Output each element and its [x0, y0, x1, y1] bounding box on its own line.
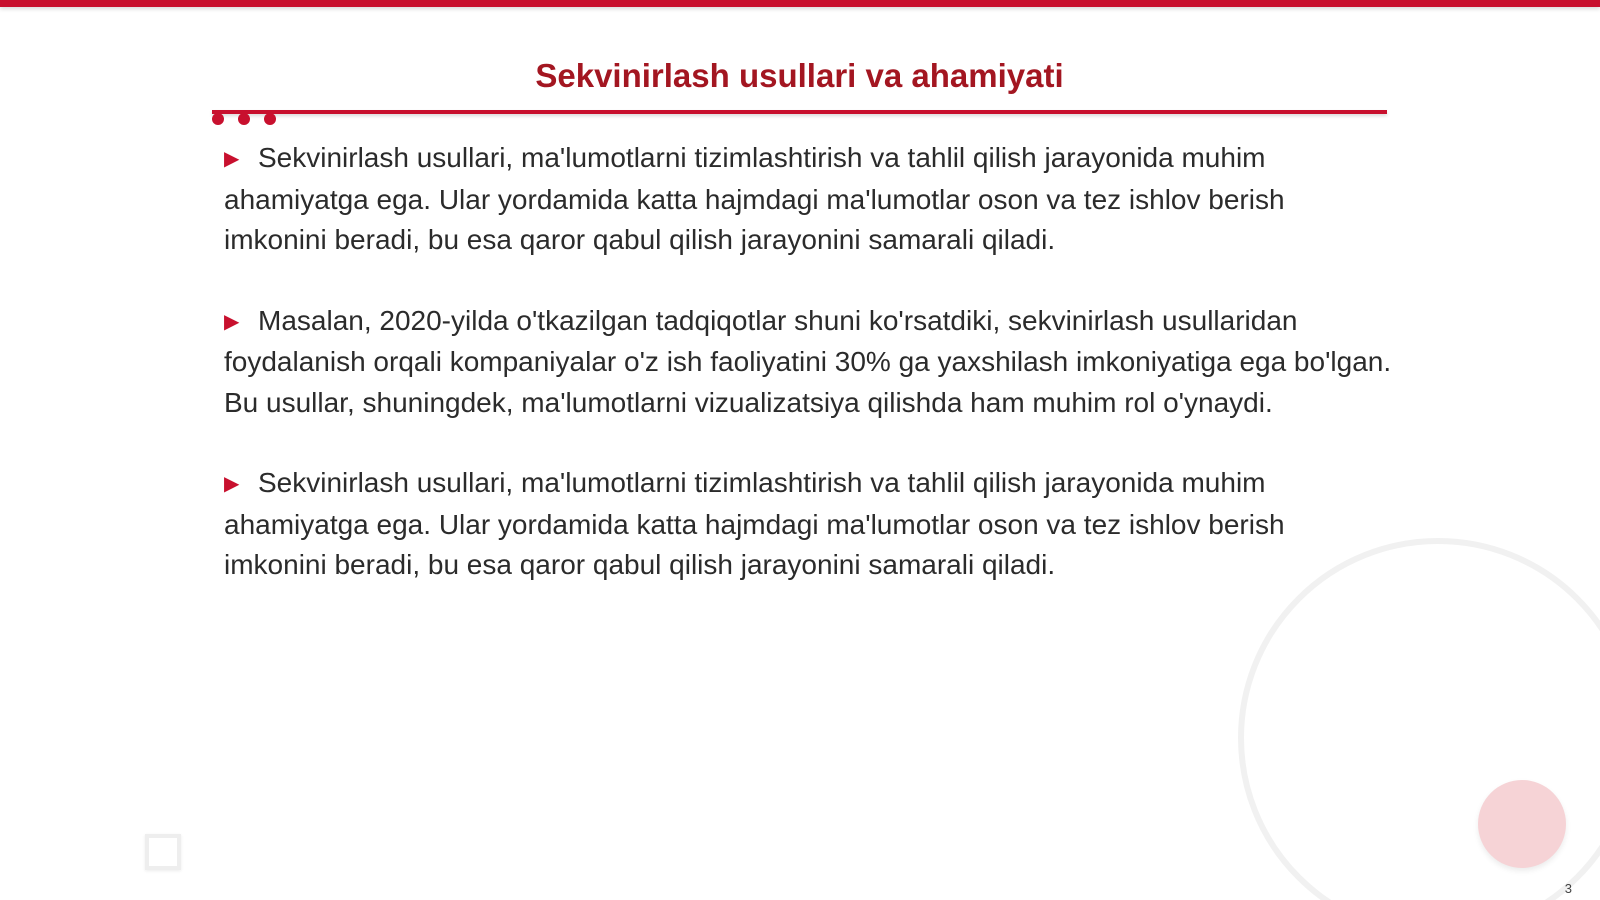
decorative-dot: [264, 113, 276, 125]
bullet-item: [224, 138, 1394, 261]
slide-title: Sekvinirlash usullari va ahamiyati: [535, 57, 1064, 94]
bullet-text: Masalan, 2020-yilda o'tkazilgan tadqiqotlar shuni ko'rsatdiki, sekvinirlash usullaridan foydalanish orqali kompaniyalar o'z ish faoliyatini 30% ga yaxshilash imkoniyatiga ega bo'lgan. Bu usullar, shuningdek, ma'lumotlarni vizualizatsiya qilishda ham muhim rol o'ynaydi.: [224, 304, 1392, 418]
page-number: 3: [1564, 881, 1572, 896]
decorative-pink-circle: [1478, 780, 1566, 868]
bullet-arrow-icon: ▶: [224, 310, 240, 333]
bullet-arrow-icon: ▶: [224, 148, 240, 170]
bullet-item: [224, 463, 1394, 586]
decorative-dot: [212, 113, 224, 125]
bullet-text: Sekvinirlash usullari, ma'lumotlarni tizimlashtirish va tahlil qilish jarayonida muhim ahamiyatga ega. Ular yordamida katta hajmdagi ma'lumotlar oson va tez ishlov berish imkonini beradi, bu esa qaror qabul qilish jarayonini samarali qiladi.: [224, 467, 1285, 580]
bullet-arrow-icon: ▶: [224, 473, 240, 495]
decorative-dot: [238, 113, 250, 125]
top-accent-bar: [0, 0, 1600, 7]
decorative-square: [145, 834, 181, 870]
bullet-list: [224, 138, 1394, 626]
bullet-item: [224, 301, 1394, 424]
bullet-text: Sekvinirlash usullari, ma'lumotlarni tizimlashtirish va tahlil qilish jarayonida muhim ahamiyatga ega. Ular yordamida katta hajmdagi ma'lumotlar oson va tez ishlov berish imkonini beradi, bu esa qaror qabul qilish jarayonini samarali qiladi.: [224, 142, 1285, 255]
title-underline: [212, 110, 1387, 114]
